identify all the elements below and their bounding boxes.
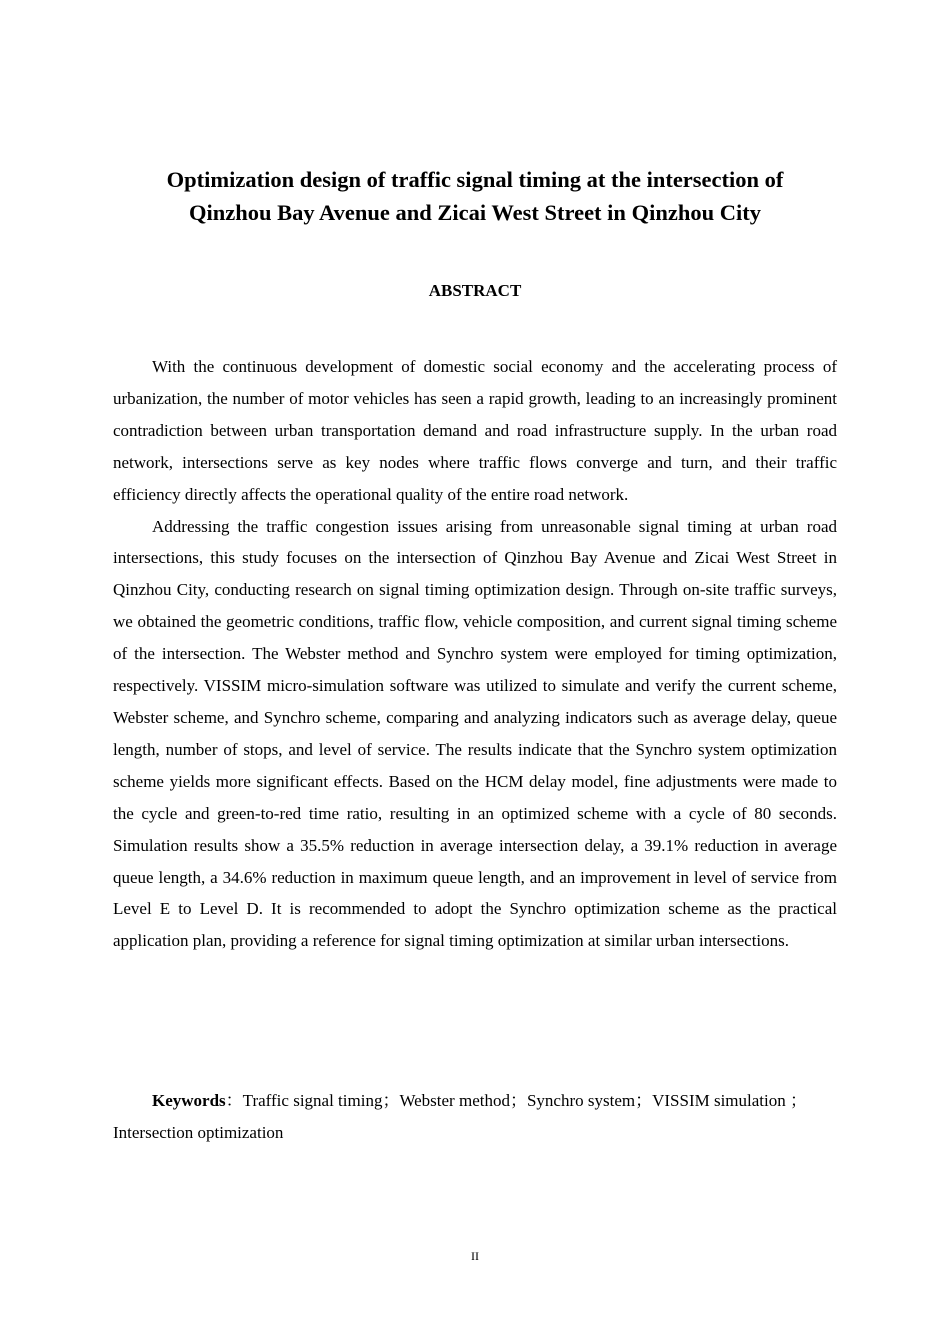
- paper-title-line-2: Qinzhou Bay Avenue and Zicai West Street in Qinzhou City: [189, 200, 761, 225]
- paper-title: [113, 163, 837, 229]
- keywords-text: Traffic signal timing；Webster method；Synchro system；VISSIM simulation ；Intersection optimization: [113, 1091, 808, 1142]
- abstract-paragraph-2: Addressing the traffic congestion issues arising from unreasonable signal timing at urban road intersections, this study focuses on the intersection of Qinzhou Bay Avenue and Zicai West Street in Qinzhou City, conducting research on signal timing optimization design. Through on-site traffic surveys, we obtained the geometric conditions, traffic flow, vehicle composition, and current signal timing scheme of the intersection. The Webster method and Synchro system were employed for timing optimization, respectively. VISSIM micro-simulation software was utilized to simulate and verify the current scheme, Webster scheme, and Synchro scheme, comparing and analyzing indicators such as average delay, queue length, number of stops, and level of service. The results indicate that the Synchro system optimization scheme yields more significant effects. Based on the HCM delay model, fine adjustments were made to the cycle and green-to-red time ratio, resulting in an optimized scheme with a cycle of 80 seconds. Simulation results show a 35.5% reduction in average intersection delay, a 39.1% reduction in average queue length, a 34.6% reduction in maximum queue length, and an improvement in level of service from Level E to Level D. It is recommended to adopt the Synchro optimization scheme as the practical application plan, providing a reference for signal timing optimization at similar urban intersections.: [113, 516, 837, 951]
- keywords: [113, 1085, 837, 1149]
- paper-title-line-1: Optimization design of traffic signal timing at the intersection of: [166, 167, 784, 192]
- abstract-paragraph-1: With the continuous development of domestic social economy and the accelerating process of urbanization, the number of motor vehicles has seen a rapid growth, leading to an increasingly prominent contradiction between urban transportation demand and road infrastructure supply. In the urban road network, intersections serve as key nodes where traffic flows converge and turn, and their traffic efficiency directly affects the operational quality of the entire road network.: [113, 357, 837, 504]
- keywords-separator: ：: [225, 1091, 243, 1110]
- document-page: [113, 0, 837, 1344]
- keywords-label: Keywords: [152, 1091, 226, 1110]
- abstract-body: [113, 351, 837, 957]
- abstract-heading: ABSTRACT: [428, 281, 522, 300]
- page-number: II: [471, 1249, 479, 1263]
